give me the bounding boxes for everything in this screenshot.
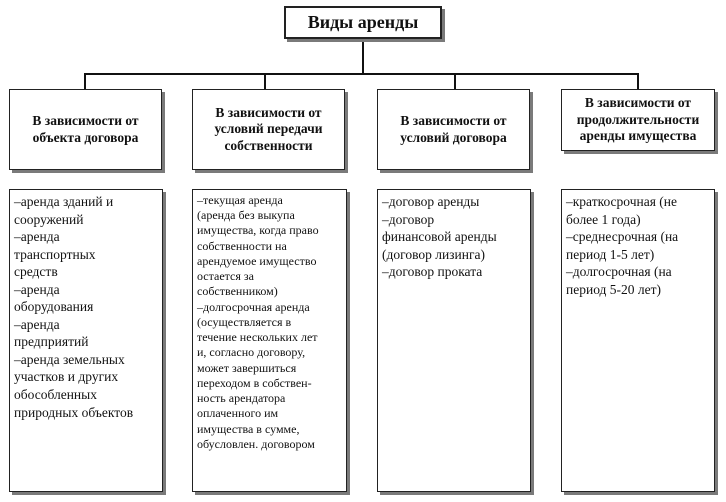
list-item: –долгосрочная (на период 5-20 лет) bbox=[566, 264, 672, 297]
list-item: –краткосрочная (не более 1 года) bbox=[566, 194, 678, 227]
list-duration bbox=[561, 189, 715, 492]
list-item: –договор проката bbox=[382, 264, 483, 280]
heading-contract bbox=[377, 89, 530, 170]
col3-connector bbox=[454, 73, 456, 89]
list-item: –аренда оборудования bbox=[14, 281, 94, 315]
col2-connector bbox=[264, 73, 266, 89]
list-item: –аренда транспортных средств bbox=[14, 229, 96, 280]
list-item: –долгосрочная аренда (осуществляется в течение нескольких лет и, согласно договору, может завершиться переходом в собствен- ность арендатора оплаченного им имущества в сумме, обусловлен. договором bbox=[197, 299, 318, 451]
list-item: –аренда земельных участков и других обособленных природных объектов bbox=[14, 351, 134, 420]
col1-connector bbox=[84, 73, 86, 89]
list-item: –договор финансовой аренды (договор лизинга) bbox=[382, 211, 497, 262]
list-item: –договор аренды bbox=[382, 194, 480, 209]
list-object bbox=[9, 189, 163, 492]
heading-object-text: В зависимости от объекта договора bbox=[32, 113, 139, 145]
diagram-title-text: Виды аренды bbox=[307, 12, 419, 32]
list-item: –среднесрочная (на период 1-5 лет) bbox=[566, 229, 679, 262]
col4-connector bbox=[637, 73, 639, 89]
list-ownership bbox=[192, 189, 347, 492]
heading-object bbox=[9, 89, 162, 170]
horizontal-connector bbox=[84, 73, 639, 75]
title-connector bbox=[362, 40, 364, 74]
list-item: –аренда зданий и сооружений bbox=[14, 194, 114, 227]
heading-ownership bbox=[192, 89, 345, 170]
heading-ownership-text: В зависимости от условий передачи собственности bbox=[214, 104, 323, 153]
list-item: –текущая аренда (аренда без выкупа имущества, когда право собственности на арендуемое имущество остается за собственником) bbox=[197, 193, 319, 299]
list-item: –аренда предприятий bbox=[14, 316, 89, 350]
list-contract bbox=[377, 189, 531, 492]
diagram-title bbox=[284, 6, 442, 39]
heading-duration-text: В зависимости от продолжительности аренды имущества bbox=[576, 95, 700, 144]
heading-duration bbox=[561, 89, 715, 151]
heading-contract-text: В зависимости от условий договора bbox=[400, 113, 507, 145]
